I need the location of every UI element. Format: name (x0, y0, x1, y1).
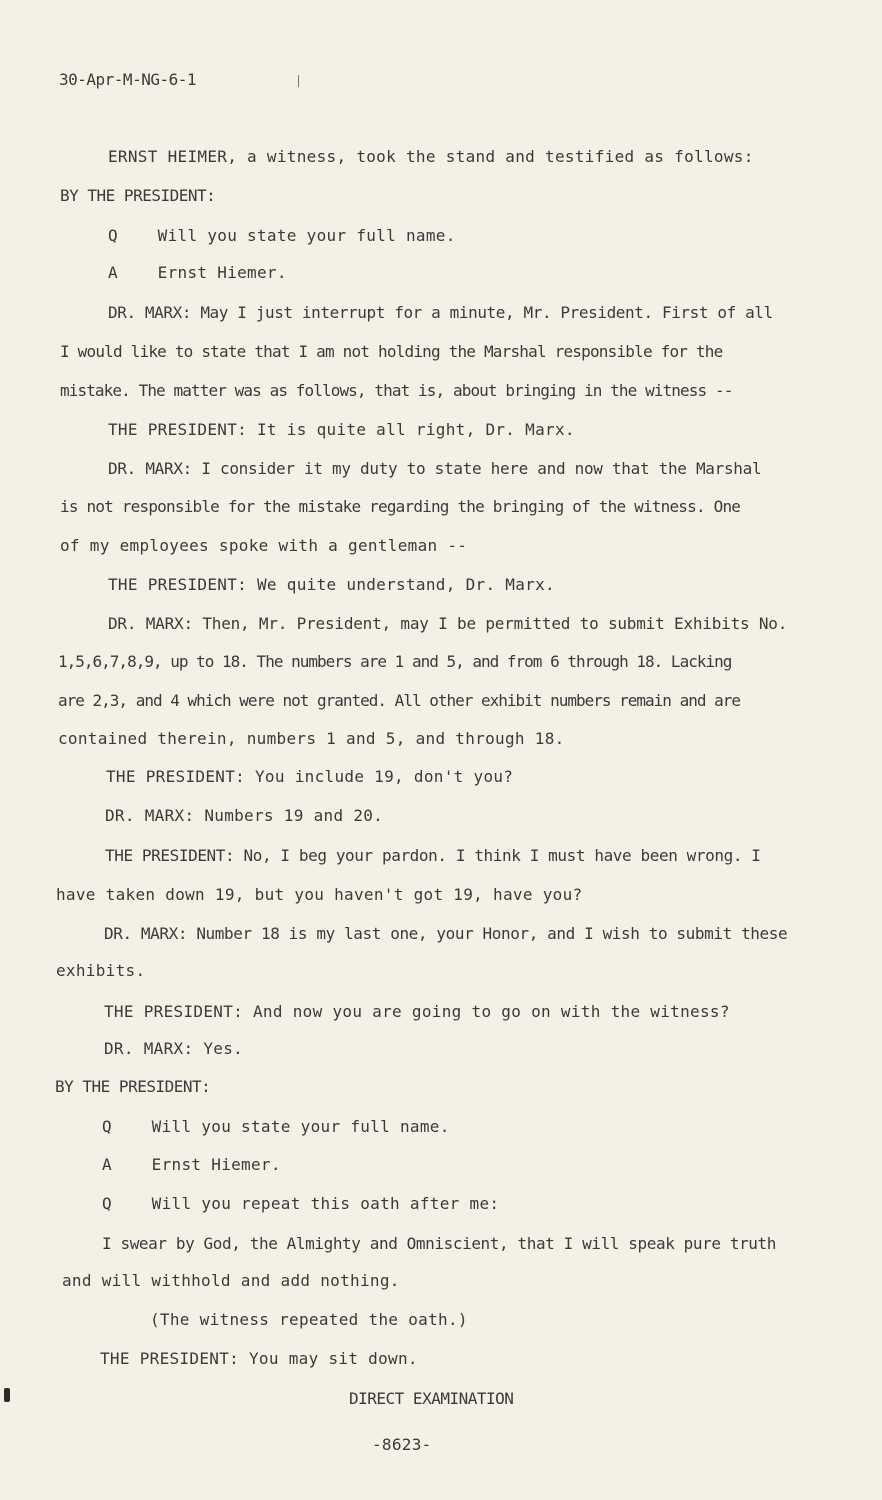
text-line: A Ernst Hiemer. (102, 1155, 281, 1174)
text-line: I swear by God, the Almighty and Omniscient, that I will speak pure truth (102, 1234, 776, 1253)
scan-mark (298, 75, 299, 87)
document-header: 30-Apr-M-NG-6-1 (59, 70, 196, 89)
text-line: THE PRESIDENT: We quite understand, Dr. Marx. (108, 575, 555, 594)
text-line: DR. MARX: Numbers 19 and 20. (105, 806, 384, 825)
text-line: BY THE PRESIDENT: (55, 1077, 211, 1096)
text-line: exhibits. (56, 961, 146, 980)
text-line: Q Will you state your full name. (108, 226, 456, 245)
page-number: -8623- (372, 1435, 432, 1454)
text-line: are 2,3, and 4 which were not granted. All other exhibit numbers remain and are (58, 691, 740, 710)
text-line: THE PRESIDENT: No, I beg your pardon. I think I must have been wrong. I (105, 846, 761, 865)
text-line: A Ernst Hiemer. (108, 263, 287, 282)
text-line: DR. MARX: I consider it my duty to state here and now that the Marshal (108, 459, 762, 478)
text-line: of my employees spoke with a gentleman -- (60, 536, 468, 555)
text-line: THE PRESIDENT: And now you are going to go on with the witness? (104, 1002, 730, 1021)
text-line: 1,5,6,7,8,9, up to 18. The numbers are 1 and 5, and from 6 through 18. Lacking (58, 652, 732, 671)
text-line: I would like to state that I am not holding the Marshal responsible for the (60, 342, 723, 361)
text-line: ERNST HEIMER, a witness, took the stand and testified as follows: (108, 147, 754, 166)
scan-mark (4, 1388, 10, 1402)
text-line: is not responsible for the mistake regarding the bringing of the witness. One (60, 497, 741, 516)
text-line: DR. MARX: Yes. (104, 1039, 244, 1058)
text-line: Q Will you state your full name. (102, 1117, 450, 1136)
text-line: (The witness repeated the oath.) (150, 1310, 468, 1329)
text-line: THE PRESIDENT: It is quite all right, Dr. Marx. (108, 420, 575, 439)
text-line: have taken down 19, but you haven't got 19, have you? (56, 885, 583, 904)
text-line: Q Will you repeat this oath after me: (102, 1194, 500, 1213)
text-line: contained therein, numbers 1 and 5, and through 18. (58, 729, 565, 748)
text-line: DR. MARX: Then, Mr. President, may I be permitted to submit Exhibits No. (108, 614, 788, 633)
text-line: BY THE PRESIDENT: (60, 186, 216, 205)
text-line: mistake. The matter was as follows, that is, about bringing in the witness -- (60, 381, 733, 400)
text-line: DR. MARX: May I just interrupt for a minute, Mr. President. First of all (108, 303, 773, 322)
text-line: THE PRESIDENT: You include 19, don't you? (106, 767, 514, 786)
text-line: and will withhold and add nothing. (62, 1271, 400, 1290)
text-line: THE PRESIDENT: You may sit down. (100, 1349, 418, 1368)
section-heading: DIRECT EXAMINATION (349, 1389, 514, 1408)
text-line: DR. MARX: Number 18 is my last one, your Honor, and I wish to submit these (104, 924, 788, 943)
